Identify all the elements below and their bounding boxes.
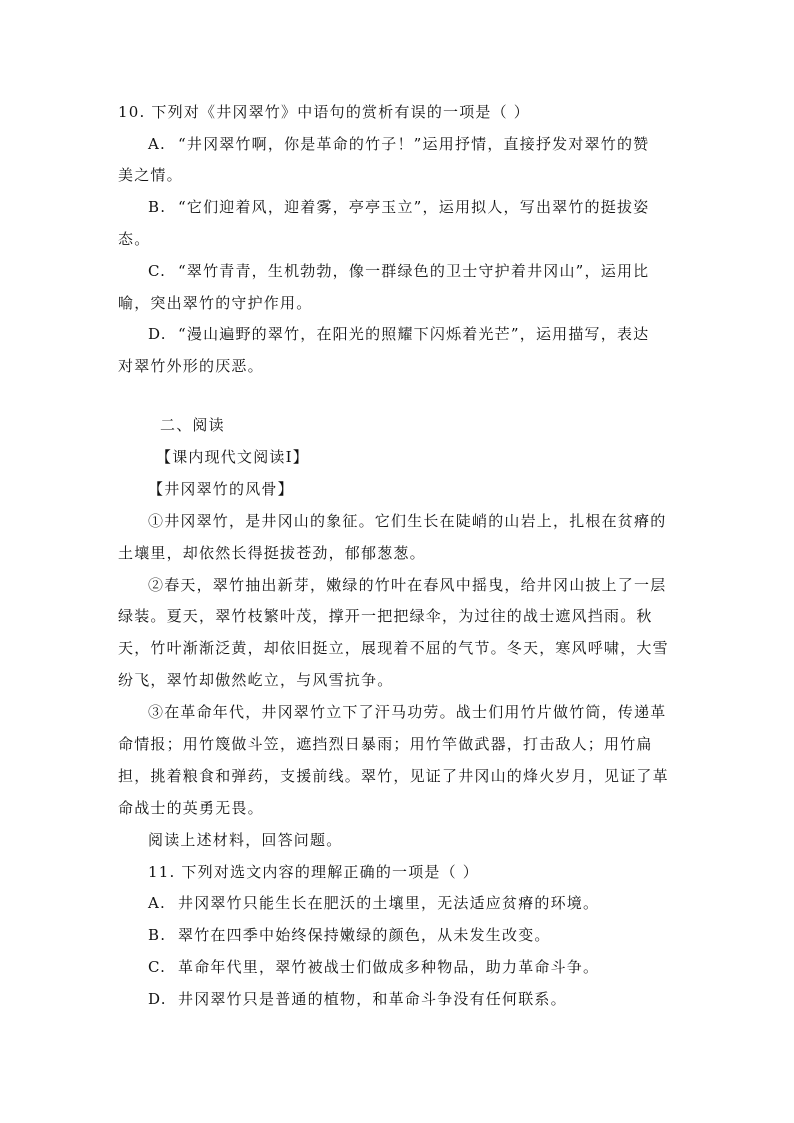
option-text: 井冈翠竹只是普通的植物，和革命斗争没有任何联系。	[178, 990, 567, 1008]
question-11-stem: 11. 下列对选文内容的理解正确的一项是（ ）	[148, 863, 479, 881]
question-11-option-d	[148, 988, 728, 1010]
question-10-option-b-cont: 态。	[118, 230, 151, 248]
option-text: 革命年代里，翠竹被战士们做成多种物品，助力革命斗争。	[178, 958, 600, 976]
question-10-option-a	[148, 133, 728, 155]
option-letter: A.	[148, 135, 167, 153]
option-letter: D.	[148, 325, 167, 343]
question-11-option-b	[148, 924, 728, 946]
section-subtitle: 【课内现代文阅读Ⅰ】	[156, 448, 309, 466]
option-letter: B.	[148, 198, 167, 216]
question-10-option-a-cont: 美之情。	[118, 166, 183, 184]
option-text: “它们迎着风，迎着雾，亭亭玉立”，运用拟人，写出翠竹的挺拔姿	[178, 198, 650, 216]
section-title: 二、阅读	[160, 416, 225, 434]
passage-paragraph-3-line-3: 担，挑着粮食和弹药，支援前线。翠竹，见证了井冈山的烽火岁月，见证了革	[118, 767, 669, 785]
reading-instruction: 阅读上述材料，回答问题。	[148, 831, 343, 849]
option-text: 井冈翠竹只能生长在肥沃的土壤里，无法适应贫瘠的环境。	[178, 894, 600, 912]
passage-paragraph-2: ②春天，翠竹抽出新芽，嫩绿的竹叶在春风中摇曳，给井冈山披上了一层	[148, 576, 667, 594]
passage-paragraph-1: ①井冈翠竹，是井冈山的象征。它们生长在陡峭的山岩上，扎根在贫瘠的	[148, 512, 667, 530]
passage-paragraph-1-line-2: 土壤里，却依然长得挺拔苍劲，郁郁葱葱。	[118, 544, 426, 562]
passage-paragraph-3-line-4: 命战士的英勇无畏。	[118, 799, 264, 817]
question-11-option-a	[148, 892, 728, 914]
option-letter: C.	[148, 262, 167, 280]
option-letter: B.	[148, 926, 167, 944]
passage-title: 【井冈翠竹的风骨】	[148, 480, 294, 498]
option-letter: A.	[148, 894, 167, 912]
option-letter: C.	[148, 958, 167, 976]
question-10-option-c-cont: 喻，突出翠竹的守护作用。	[118, 294, 313, 312]
question-10-stem: 10. 下列对《井冈翠竹》中语句的赏析有误的一项是（ ）	[118, 103, 530, 121]
option-text: “翠竹青青，生机勃勃，像一群绿色的卫士守护着井冈山”，运用比	[178, 262, 650, 280]
option-text: “漫山遍野的翠竹，在阳光的照耀下闪烁着光芒”，运用描写，表达	[178, 325, 650, 343]
passage-paragraph-2-line-4: 纷飞，翠竹却傲然屹立，与风雪抗争。	[118, 671, 394, 689]
question-11-option-c	[148, 956, 728, 978]
question-10-option-c	[148, 260, 728, 282]
question-10-option-d	[148, 323, 728, 345]
question-10-option-d-cont: 对翠竹外形的厌恶。	[118, 357, 264, 375]
passage-paragraph-3: ③在革命年代，井冈翠竹立下了汗马功劳。战士们用竹片做竹筒，传递革	[148, 703, 667, 721]
question-10-option-b	[148, 196, 728, 218]
passage-paragraph-2-line-3: 天，竹叶渐渐泛黄，却依旧挺立，展现着不屈的气节。冬天，寒风呼啸，大雪	[118, 639, 669, 657]
option-text: “井冈翠竹啊，你是革命的竹子！”运用抒情，直接抒发对翠竹的赞	[178, 135, 650, 153]
passage-paragraph-3-line-2: 命情报；用竹篾做斗笠，遮挡烈日暴雨；用竹竿做武器，打击敌人；用竹扁	[118, 735, 653, 753]
option-text: 翠竹在四季中始终保持嫩绿的颜色，从未发生改变。	[178, 926, 551, 944]
option-letter: D.	[148, 990, 167, 1008]
passage-paragraph-2-line-2: 绿装。夏天，翠竹枝繁叶茂，撑开一把把绿伞，为过往的战士遮风挡雨。秋	[118, 607, 653, 625]
